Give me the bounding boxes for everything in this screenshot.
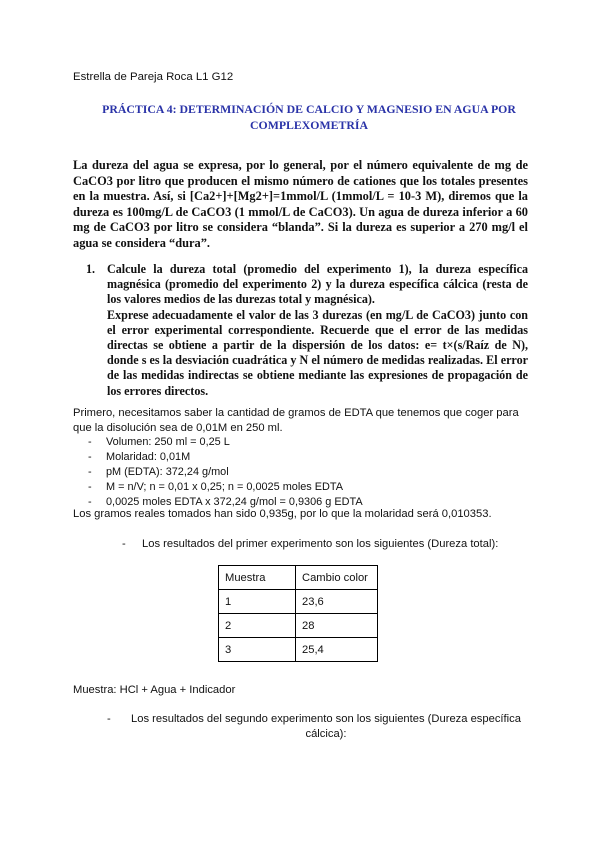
list-dash: - xyxy=(88,436,92,448)
table-header-cell: Muestra xyxy=(219,566,296,590)
experiment-2-text: Los resultados del segundo experimento son los siguientes (Dureza específica cálcica): xyxy=(131,713,521,740)
list-item-text: 0,0025 moles EDTA x 372,24 g/mol = 0,9306 g EDTA xyxy=(106,496,363,508)
list-item xyxy=(88,465,508,480)
table-cell: 2 xyxy=(219,614,296,638)
question-item xyxy=(86,262,528,399)
table-header-cell: Cambio color xyxy=(296,566,378,590)
list-dash: - xyxy=(122,538,126,550)
author-line: Estrella de Pareja Roca L1 G12 xyxy=(73,71,234,83)
table-cell: 23,6 xyxy=(296,590,378,614)
table-cell: 25,4 xyxy=(296,638,378,662)
results-table xyxy=(218,565,378,662)
intro-paragraph: La dureza del agua se expresa, por lo general, por el número equivalente de mg de CaCO3 por litro que producen el mismo número de cationes que los totales presentes en la muestra. Así, si [Ca2+]+[Mg2+]=1mmol/L (1mmol/L = 10-3 M), diremos que la dureza es 100mg/L de CaCO3 (1 mmol/L de CaCO3). Un agua de dureza inferior a 60 mg de CaCO3 por litro se considera “blanda”. Si la dureza es superior a 270 mg/l el agua se considera “dura”. xyxy=(73,158,528,250)
question-part-1: Calcule la dureza total (promedio del experimento 1), la dureza específica magnésica (promedio del experimento 2) y la dureza específica cálcica (resta de los valores medios de las durezas total y magnésica). xyxy=(107,262,528,307)
experiment-1-text: Los resultados del primer experimento son los siguientes (Dureza total): xyxy=(142,538,499,550)
question-number: 1. xyxy=(86,262,96,276)
table-cell: 3 xyxy=(219,638,296,662)
list-item xyxy=(88,480,508,495)
molarity-paragraph: Los gramos reales tomados han sido 0,935g, por lo que la molaridad será 0,010353. xyxy=(73,508,492,520)
list-dash: - xyxy=(88,481,92,493)
list-item-text: Volumen: 250 ml = 0,25 L xyxy=(106,436,230,448)
list-item xyxy=(88,450,508,465)
page-title: PRÁCTICA 4: DETERMINACIÓN DE CALCIO Y MAGNESIO EN AGUA POR COMPLEXOMETRÍA xyxy=(102,102,516,132)
edta-intro-paragraph: Primero, necesitamos saber la cantidad de gramos de EDTA que tenemos que coger para que la disolución sea de 0,01M en 250 ml. xyxy=(73,407,519,434)
list-dash: - xyxy=(88,496,92,508)
list-item-text: Molaridad: 0,01M xyxy=(106,451,191,463)
list-item-text: pM (EDTA): 372,24 g/mol xyxy=(106,466,229,478)
table-header-row xyxy=(219,566,378,590)
table-row xyxy=(219,590,378,614)
table-row xyxy=(219,614,378,638)
list-dash: - xyxy=(88,451,92,463)
calculation-list xyxy=(88,435,508,510)
list-dash: - xyxy=(88,466,92,478)
table-cell: 28 xyxy=(296,614,378,638)
experiment-1-heading xyxy=(122,538,542,550)
list-dash: - xyxy=(107,713,111,725)
table-row xyxy=(219,638,378,662)
experiment-2-heading xyxy=(107,712,527,741)
list-item-text: M = n/V; n = 0,01 x 0,25; n = 0,0025 moles EDTA xyxy=(106,481,344,493)
sample-description: Muestra: HCl + Agua + Indicador xyxy=(73,684,236,696)
list-item xyxy=(88,435,508,450)
question-part-2: Exprese adecuadamente el valor de las 3 durezas (en mg/L de CaCO3) junto con el error experimental correspondiente. Recuerde que el error de las medidas directas se obtiene a partir de la dispersión de los datos: e= t×(s/Raíz de N), donde s es la desviación cuadrática y N el número de medidas realizadas. El error de las medidas indirectas se obtiene mediante las expresiones de propagación de los errores directos. xyxy=(107,307,528,398)
table-cell: 1 xyxy=(219,590,296,614)
